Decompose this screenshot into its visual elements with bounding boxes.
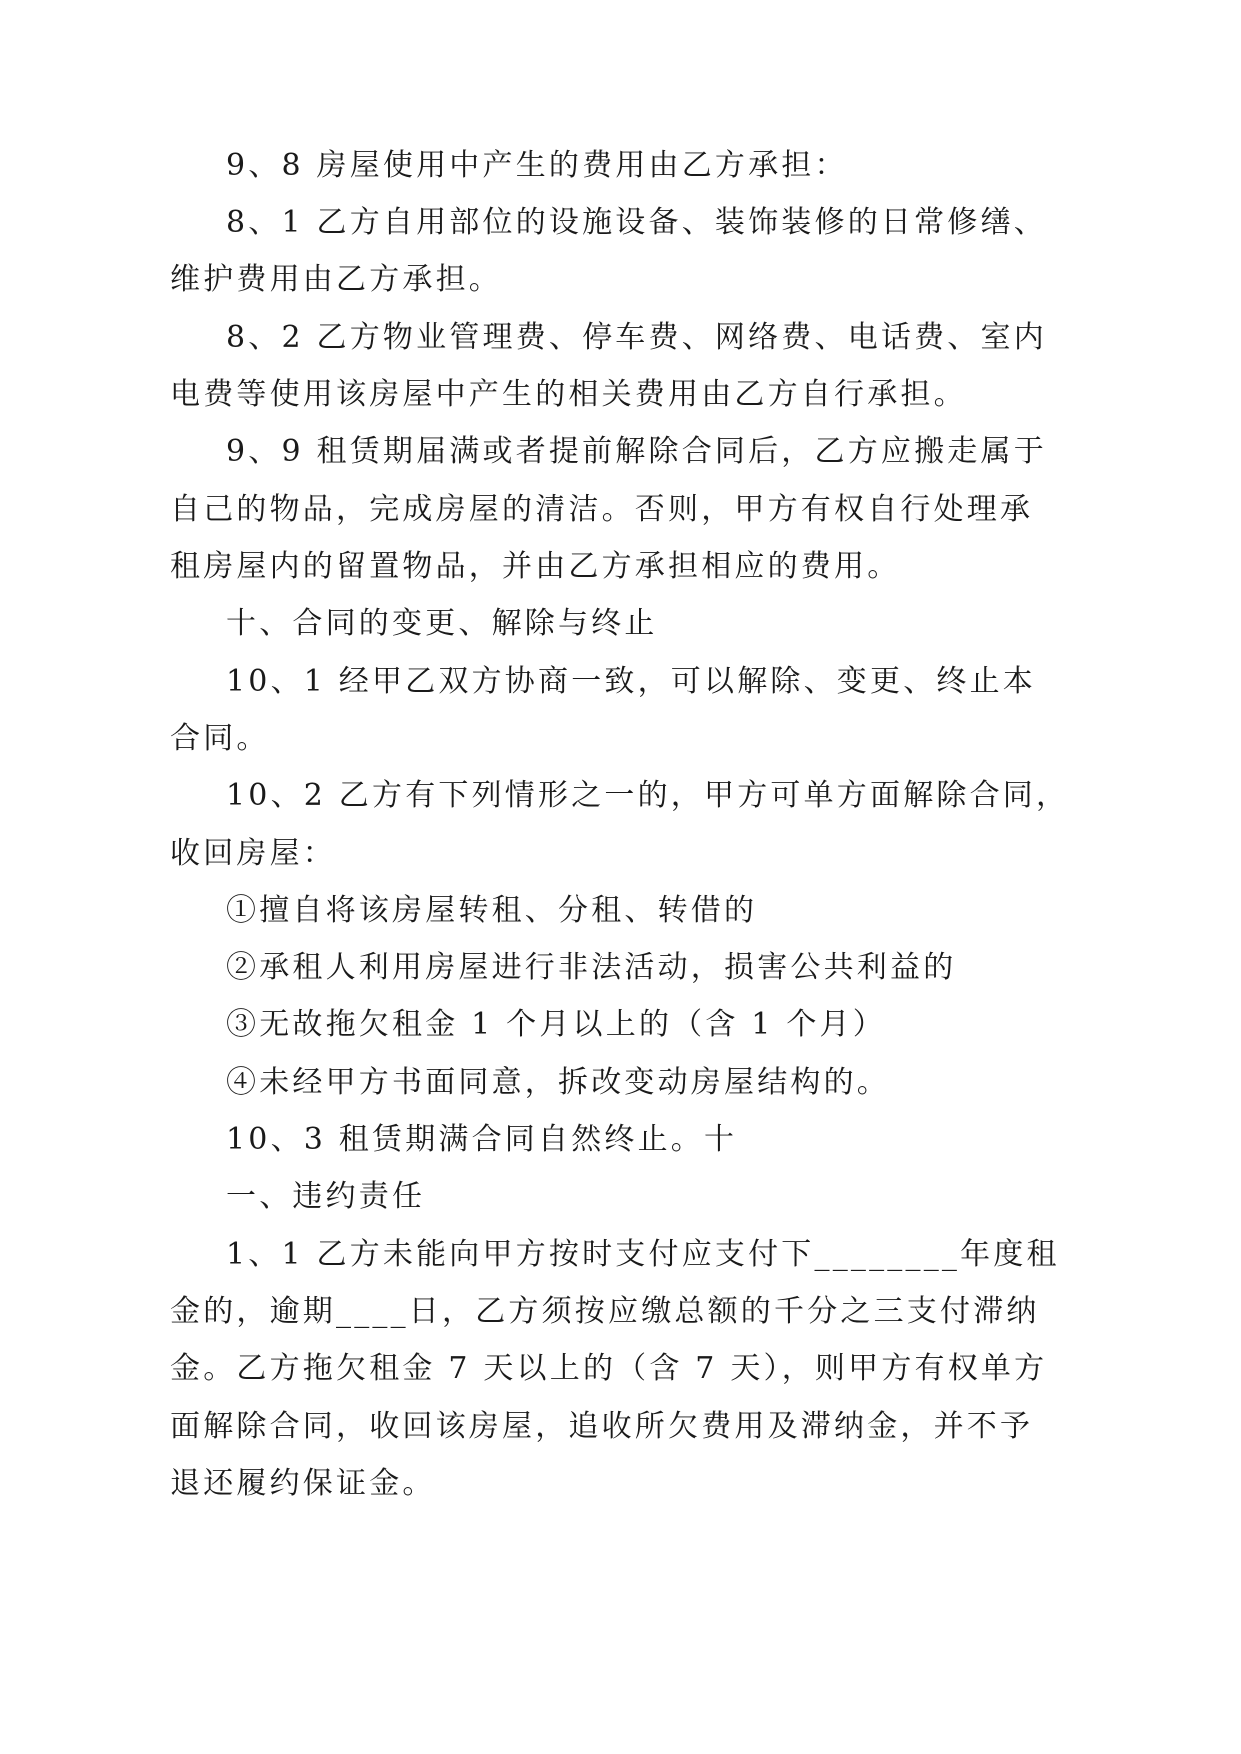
text-line: 退还履约保证金。 <box>170 1466 436 1501</box>
list-item: ④未经甲方书面同意，拆改变动房屋结构的。 <box>226 1065 890 1100</box>
text-line: 金的，逾期____日，乙方须按应缴总额的千分之三支付滞纳 <box>170 1294 1040 1329</box>
text-line: 电费等使用该房屋中产生的相关费用由乙方自行承担。 <box>170 377 967 412</box>
text-line: 收回房屋： <box>170 836 336 871</box>
text-line: 8、1 乙方自用部位的设施设备、装饰装修的日常修缮、 <box>226 205 1047 240</box>
text-line: 1、1 乙方未能向甲方按时支付应支付下________年度租 <box>226 1237 1060 1272</box>
text-line: 8、2 乙方物业管理费、停车费、网络费、电话费、室内 <box>226 320 1047 355</box>
text-line: 9、9 租赁期届满或者提前解除合同后，乙方应搬走属于 <box>226 434 1047 469</box>
text-line: 10、1 经甲乙双方协商一致，可以解除、变更、终止本 <box>226 664 1036 699</box>
text-line: 维护费用由乙方承担。 <box>170 262 502 297</box>
text-line: 租房屋内的留置物品，并由乙方承担相应的费用。 <box>170 549 901 584</box>
text-line: 自己的物品，完成房屋的清洁。否则，甲方有权自行处理承 <box>170 492 1034 527</box>
text-line: 10、3 租赁期满合同自然终止。十 <box>226 1122 738 1157</box>
text-line: 9、8 房屋使用中产生的费用由乙方承担： <box>226 148 848 183</box>
list-item: ①擅自将该房屋转租、分租、转借的 <box>226 893 758 928</box>
text-line: 面解除合同，收回该房屋，追收所欠费用及滞纳金，并不予 <box>170 1409 1034 1444</box>
text-line: 金。乙方拖欠租金 7 天以上的（含 7 天），则甲方有权单方 <box>170 1351 1048 1386</box>
section-heading: 一、违约责任 <box>226 1179 426 1214</box>
list-item: ②承租人利用房屋进行非法活动，损害公共利益的 <box>226 950 957 985</box>
text-line: 10、2 乙方有下列情形之一的，甲方可单方面解除合同， <box>226 778 1070 813</box>
section-heading: 十、合同的变更、解除与终止 <box>226 606 658 641</box>
text-line: 合同。 <box>170 721 270 756</box>
list-item: ③无故拖欠租金 1 个月以上的（含 1 个月） <box>226 1007 886 1042</box>
